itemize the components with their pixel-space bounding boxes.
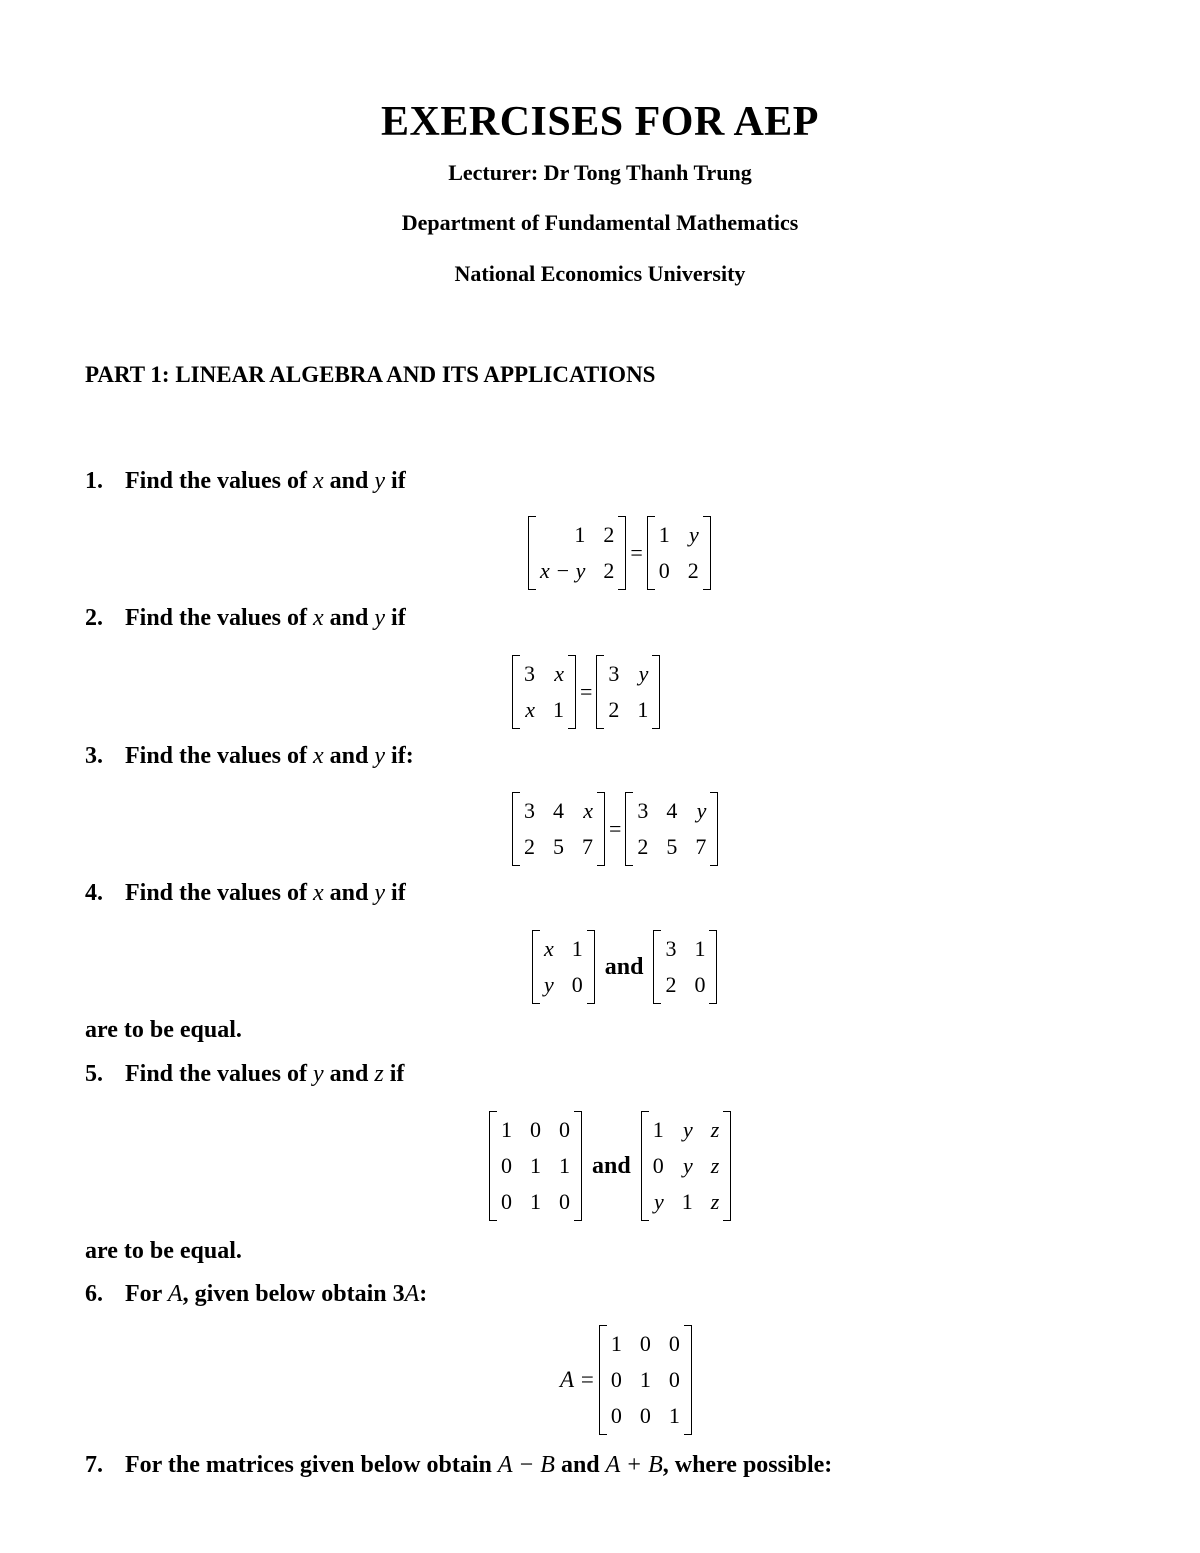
variable: x	[313, 880, 324, 906]
question-text: and	[329, 880, 369, 906]
matrix-cell: y	[682, 1153, 693, 1178]
variable: y	[313, 1061, 324, 1087]
matrix-cell: x	[554, 661, 564, 686]
question-text: , given below obtain 3	[182, 1281, 405, 1307]
matrix	[625, 792, 718, 866]
matrix-cell: 1	[571, 936, 583, 961]
matrix-cell: 0	[571, 972, 583, 997]
matrix-cell: 0	[639, 1403, 651, 1428]
matrix-cell: 1	[637, 697, 649, 722]
matrix-cell: 1	[681, 1189, 693, 1214]
question-text: Find the values of	[125, 1061, 308, 1087]
matrix-cell: 0	[610, 1403, 622, 1428]
matrix-cell: 1	[559, 1153, 570, 1178]
equation-2	[512, 655, 660, 729]
question-text: and	[329, 605, 369, 631]
matrix-cell: 1	[530, 1153, 541, 1178]
matrix-cell: 3	[665, 936, 677, 961]
question-text: Find the values of	[125, 468, 308, 494]
matrix	[532, 930, 595, 1004]
matrix-cell: 0	[530, 1117, 541, 1142]
matrix	[599, 1325, 692, 1435]
matrix	[596, 655, 660, 729]
matrix-cell: 0	[559, 1189, 570, 1214]
equation-4	[532, 930, 717, 1004]
matrix-cell: 3	[637, 798, 649, 823]
matrix-cell: 0	[501, 1189, 512, 1214]
question-text: , where possible:	[662, 1452, 833, 1478]
matrix-cell: x	[525, 697, 535, 722]
question-text: For the matrices given below obtain	[125, 1452, 492, 1478]
matrix	[641, 1111, 732, 1221]
matrix-cell: 0	[694, 972, 706, 997]
matrix-cell: 3	[524, 798, 535, 823]
matrix	[489, 1111, 582, 1221]
matrix	[528, 516, 626, 590]
question-4	[85, 880, 406, 907]
question-number: 2.	[85, 605, 103, 631]
matrix-cell: y	[696, 798, 707, 823]
question-text: if	[391, 605, 406, 631]
matrix-cell: x − y	[540, 558, 586, 583]
matrix-cell: z	[710, 1189, 720, 1214]
matrix-cell: y	[682, 1117, 693, 1142]
matrix	[512, 655, 576, 729]
matrix-cell: 3	[524, 661, 535, 686]
matrix-cell: y	[689, 522, 699, 547]
and-word: and	[604, 953, 644, 980]
question-text: and	[560, 1452, 600, 1478]
question-text: if	[391, 468, 406, 494]
and-word: and	[592, 1152, 631, 1179]
matrix-cell: 0	[668, 1331, 680, 1356]
variable: x	[313, 743, 324, 769]
matrix-cell: 0	[668, 1367, 680, 1392]
matrix-cell: 1	[694, 936, 706, 961]
matrix-cell: z	[710, 1153, 720, 1178]
matrix-cell: 1	[639, 1367, 651, 1392]
matrix-cell: 7	[582, 834, 593, 859]
lecturer-line: Lecturer: Dr Tong Thanh Trung	[448, 160, 752, 185]
matrix	[512, 792, 605, 866]
matrix-cell: 2	[665, 972, 677, 997]
question-3	[85, 743, 414, 770]
variable: A	[404, 1281, 420, 1307]
matrix-cell: 0	[639, 1331, 651, 1356]
matrix-cell: 7	[695, 834, 707, 859]
variable: z	[374, 1061, 384, 1087]
variable: x	[313, 605, 324, 631]
matrix-cell: 2	[687, 558, 699, 583]
matrix-cell: 0	[559, 1117, 570, 1142]
matrix-cell: z	[710, 1117, 720, 1142]
question-text: For	[125, 1281, 162, 1307]
question-6	[85, 1281, 427, 1308]
variable: y	[374, 880, 386, 906]
question-text: and	[329, 468, 369, 494]
matrix-cell: y	[544, 972, 554, 997]
question-1	[85, 468, 406, 495]
matrix-cell: 1	[610, 1331, 622, 1356]
equals-sign: =	[580, 679, 593, 704]
question-number: 6.	[85, 1281, 103, 1307]
question-text: if	[389, 1061, 405, 1087]
matrix-cell: 0	[658, 558, 670, 583]
equals-sign: =	[630, 540, 643, 565]
matrix-cell: 4	[666, 798, 678, 823]
question-text: and	[329, 743, 369, 769]
expression: A − B	[497, 1452, 555, 1478]
question-number: 7.	[85, 1452, 103, 1478]
matrix-cell: y	[653, 1189, 664, 1214]
variable: x	[313, 468, 324, 494]
question-number: 1.	[85, 468, 103, 494]
matrix-cell: 1	[501, 1117, 512, 1142]
matrix-cell: 0	[610, 1367, 622, 1392]
question-7	[85, 1452, 832, 1479]
matrix-cell: 4	[553, 798, 564, 823]
variable: y	[374, 743, 386, 769]
variable: A	[167, 1281, 183, 1307]
document-title: EXERCISES FOR AEP	[381, 99, 819, 145]
note-equal: are to be equal.	[85, 1238, 242, 1264]
question-number: 3.	[85, 743, 103, 769]
question-number: 4.	[85, 880, 103, 906]
matrix-cell: 2	[637, 834, 649, 859]
matrix-cell: 2	[524, 834, 535, 859]
matrix-cell: 2	[608, 697, 620, 722]
matrix-cell: 0	[501, 1153, 512, 1178]
matrix-cell: 1	[530, 1189, 541, 1214]
equals-sign: =	[609, 816, 622, 841]
question-text: :	[419, 1281, 428, 1307]
part-heading: PART 1: LINEAR ALGEBRA AND ITS APPLICATIONS	[85, 362, 656, 387]
matrix-cell: 1	[658, 522, 670, 547]
matrix-cell: 5	[553, 834, 564, 859]
equation-5	[489, 1111, 731, 1221]
variable: y	[374, 468, 386, 494]
question-2	[85, 605, 406, 632]
matrix-cell: 2	[603, 558, 615, 583]
note-equal: are to be equal.	[85, 1017, 242, 1043]
matrix-cell: 5	[666, 834, 678, 859]
question-text: Find the values of	[125, 743, 308, 769]
equation-3	[512, 792, 718, 866]
matrix-cell: 3	[608, 661, 620, 686]
matrix	[653, 930, 717, 1004]
department-line: Department of Fundamental Mathematics	[401, 210, 799, 235]
matrix-cell: 1	[574, 522, 586, 547]
question-text: Find the values of	[125, 605, 308, 631]
matrix-cell: 0	[652, 1153, 664, 1178]
question-number: 5.	[85, 1061, 103, 1087]
matrix-cell: 1	[668, 1403, 680, 1428]
matrix-cell: x	[583, 798, 593, 823]
question-5	[85, 1061, 404, 1088]
matrix-cell: 1	[553, 697, 564, 722]
variable: y	[374, 605, 386, 631]
matrix-cell: 2	[603, 522, 615, 547]
question-text: if	[391, 880, 406, 906]
expression: A + B	[605, 1452, 663, 1478]
matrix-cell: y	[638, 661, 649, 686]
matrix-cell: 1	[652, 1117, 664, 1142]
university-line: National Economics University	[454, 261, 746, 286]
matrix-cell: x	[544, 936, 554, 961]
question-text: and	[329, 1061, 369, 1087]
matrix	[647, 516, 711, 590]
equation-1	[528, 516, 711, 590]
question-text: if:	[391, 743, 414, 769]
matrix-label: A =	[560, 1367, 595, 1392]
question-text: Find the values of	[125, 880, 308, 906]
equation-6	[560, 1325, 692, 1435]
